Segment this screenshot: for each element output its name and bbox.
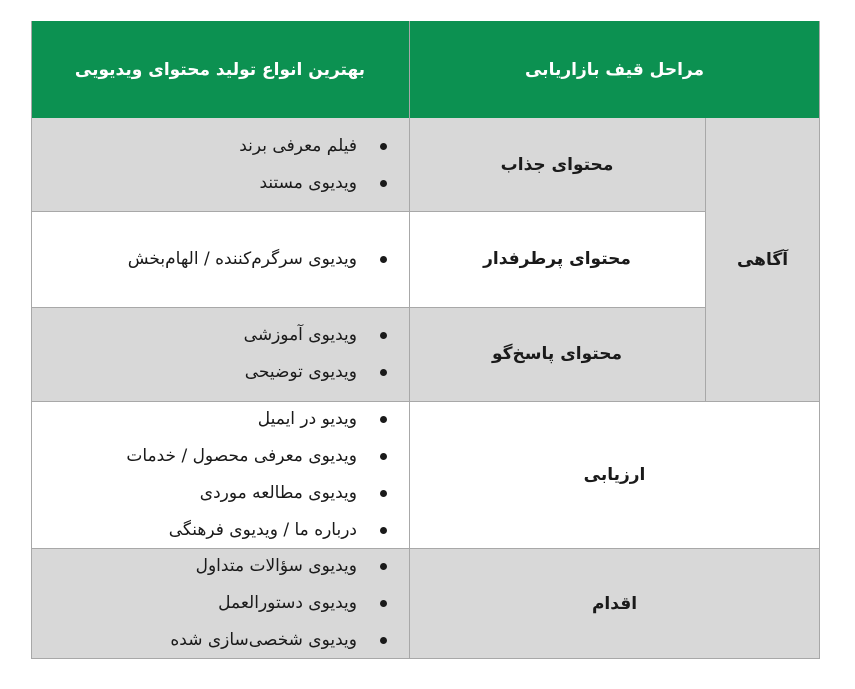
evaluation-list xyxy=(126,401,387,549)
divider-awareness xyxy=(705,118,706,401)
row-evaluation-types xyxy=(31,401,409,548)
list-item: ویدیوی توضیحی xyxy=(244,354,387,391)
list-item: ویدیوی معرفی محصول / خدمات xyxy=(126,438,387,475)
list-item: ویدیوی مطالعه موردی xyxy=(126,475,387,512)
header-stages-column xyxy=(409,21,820,118)
popular-list xyxy=(128,241,387,278)
list-item: ویدیو در ایمیل xyxy=(126,401,387,438)
popular-label: محتوای پرطرفدار xyxy=(483,249,631,269)
header-types-column xyxy=(31,21,409,118)
list-item: ویدیوی سرگرم‌کننده / الهام‌بخش xyxy=(128,241,387,278)
funnel-video-table xyxy=(31,21,820,659)
awareness-stage-cell xyxy=(705,118,820,401)
responsive-label: محتوای پاسخ‌گو xyxy=(492,344,622,364)
border-left xyxy=(31,21,32,659)
list-item: فیلم معرفی برند xyxy=(239,128,387,165)
attractive-list xyxy=(239,128,387,202)
responsive-list xyxy=(244,317,387,391)
row-responsive-stage xyxy=(409,307,705,401)
action-list xyxy=(170,548,387,659)
attractive-label: محتوای جذاب xyxy=(500,154,614,175)
evaluation-label: ارزیابی xyxy=(583,464,646,485)
divider-row xyxy=(31,307,705,308)
list-item: ویدیوی سؤالات متداول xyxy=(170,548,387,585)
divider-row xyxy=(31,401,820,402)
list-item: درباره ما / ویدیوی فرهنگی xyxy=(126,512,387,549)
row-popular-stage xyxy=(409,211,705,307)
row-action-types xyxy=(31,548,409,659)
row-attractive-types xyxy=(31,118,409,211)
list-item: ویدیوی مستند xyxy=(239,165,387,202)
border-bottom xyxy=(31,658,820,659)
header-types-label: بهترین انواع تولید محتوای ویدیویی xyxy=(74,59,366,80)
row-responsive-types xyxy=(31,307,409,401)
divider-column xyxy=(409,21,410,659)
action-stage-cell xyxy=(409,548,820,659)
divider-row xyxy=(31,211,705,212)
header-stages-label: مراحل قیف بازاریابی xyxy=(524,59,705,80)
row-attractive-stage xyxy=(409,118,705,211)
list-item: ویدیوی شخصی‌سازی شده xyxy=(170,622,387,659)
row-popular-types xyxy=(31,211,409,307)
border-right xyxy=(819,21,820,659)
list-item: ویدیوی دستورالعمل xyxy=(170,585,387,622)
evaluation-stage-cell xyxy=(409,401,820,548)
awareness-label: آگاهی xyxy=(736,249,789,270)
divider-row xyxy=(31,548,820,549)
action-label: اقدام xyxy=(591,593,638,614)
list-item: ویدیوی آموزشی xyxy=(244,317,387,354)
